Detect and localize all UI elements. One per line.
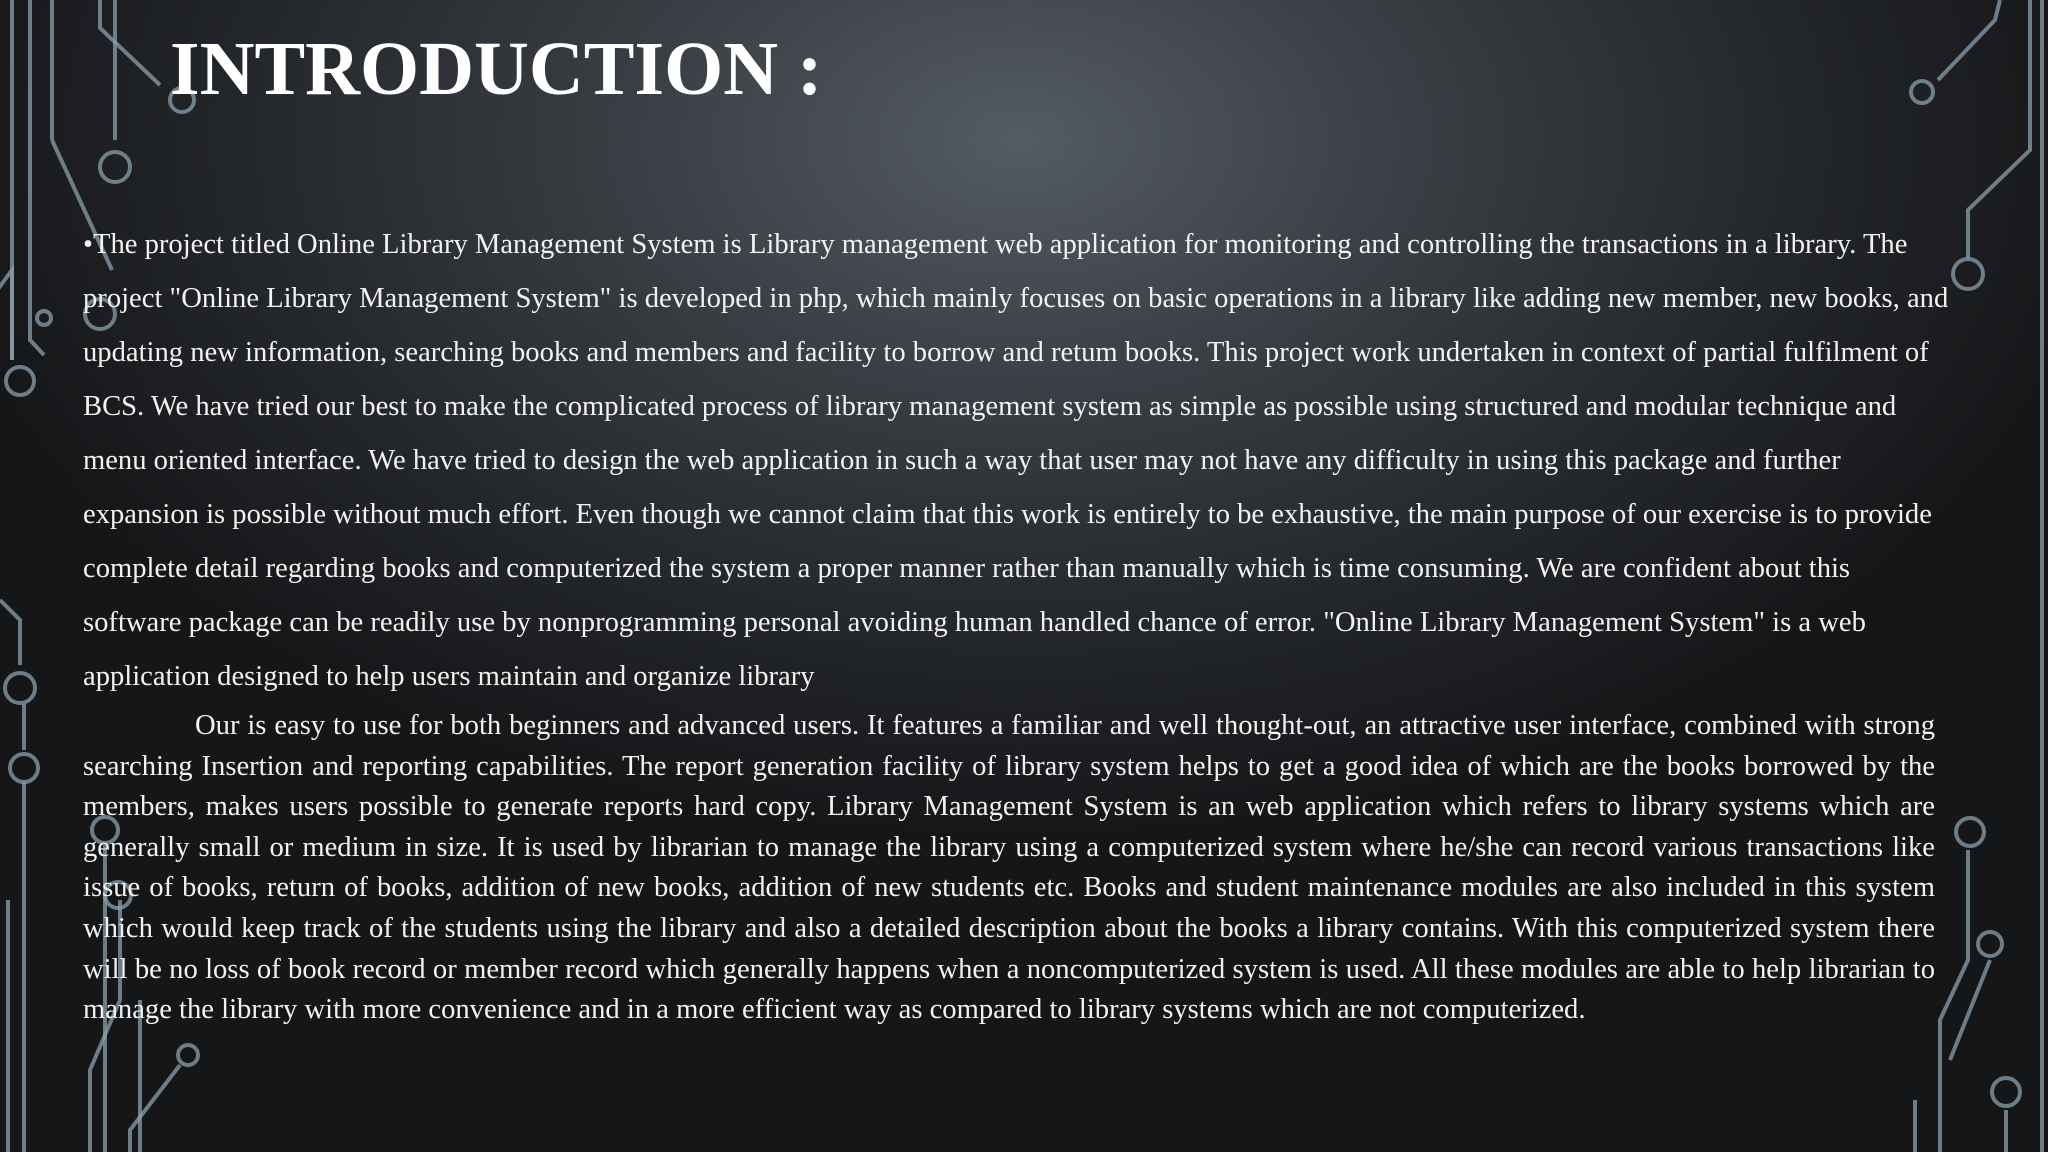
- intro-paragraph-2: Our is easy to use for both beginners and advanced users. It features a familiar and well thought-out, an attractive user interface, combined with strong searching Insertion and reporting capabilities. The report generation facility of library system helps to get a good idea of which are the books borrowed by the members, makes users possible to generate reports hard copy. Library Management System is an web application which refers to library systems which are generally small or medium in size. It is used by librarian to manage the library using a computerized system where he/she can record various transactions like issue of books, return of books, addition of new books, addition of new students etc. Books and student maintenance modules are also included in this system which would keep track of the students using the library and also a detailed description about the books a library contains. With this computerized system there will be no loss of book record or member record which generally happens when a noncomputerized system is used. All these modules are able to help librarian to manage the library with more convenience and in a more efficient way as compared to library systems which are not computerized.: [83, 710, 1935, 1026]
- intro-paragraph-1: •The project titled Online Library Management System is Library management web application for monitoring and controlling the transactions in a library. The project "Online Library Management System" is developed in php, which mainly focuses on basic operations in a library like adding new member, new books, and updating new information, searching books and members and facility to borrow and retum books. This project work undertaken in context of partial fulfilment of BCS. We have tried our best to make the complicated process of library management system as simple as possible using structured and modular technique and menu oriented interface. We have tried to design the web application in such a way that user may not have any difficulty in using this package and further expansion is possible without much effort. Even though we cannot claim that this work is entirely to be exhaustive, the main purpose of our exercise is to provide complete detail regarding books and computerized the system a proper manner rather than manually which is time consuming. We are confident about this software package can be readily use by nonprogramming personal avoiding human handled chance of error. "Online Library Management System" is a web application designed to help users maintain and organize library: [83, 229, 1949, 692]
- slide-title: INTRODUCTION :: [170, 27, 823, 111]
